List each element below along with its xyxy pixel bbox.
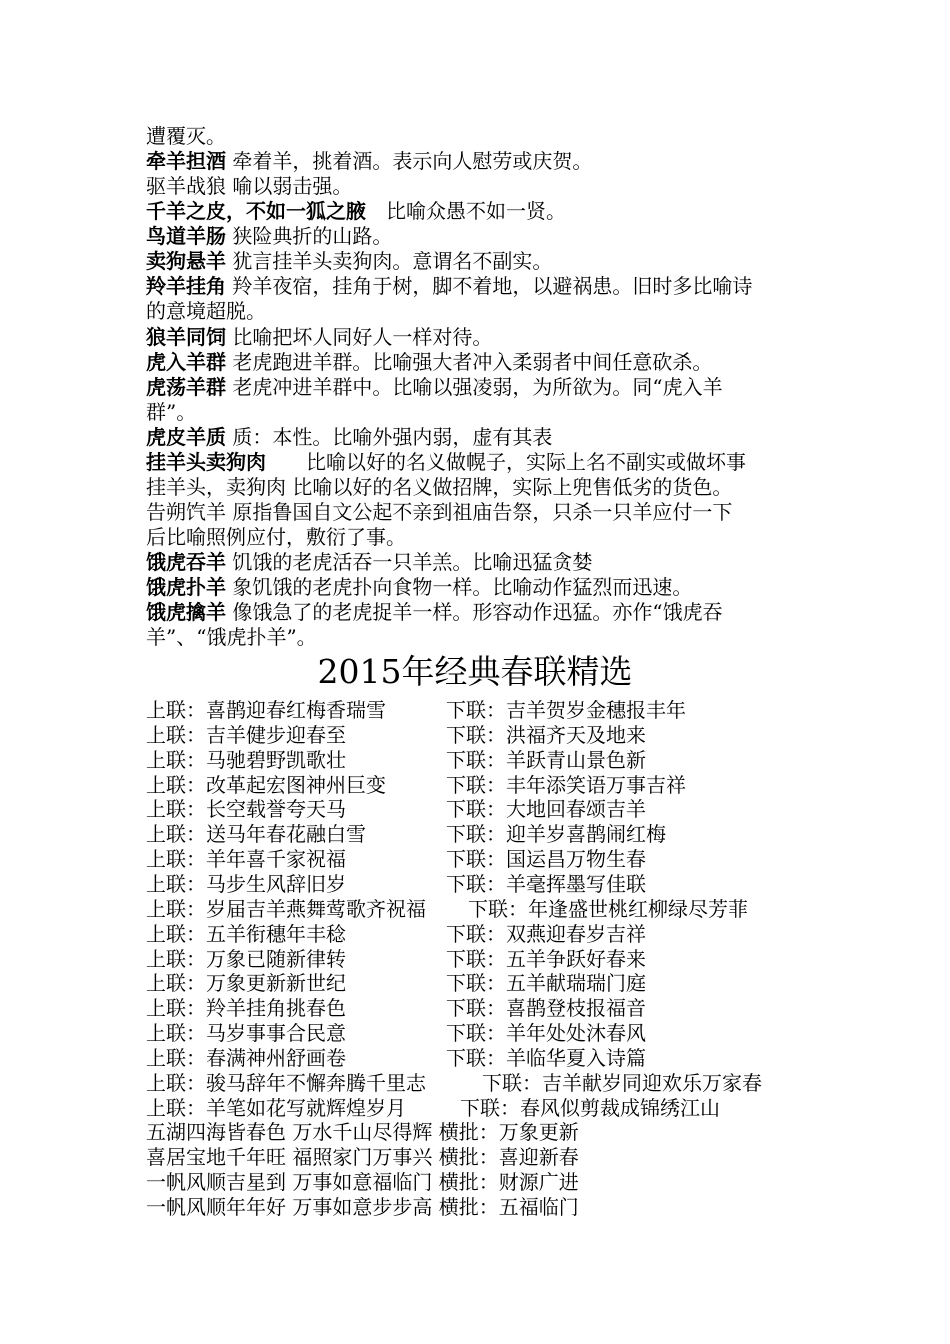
couplet-row [146, 748, 826, 773]
idiom-definition: 后比喻照例应付，敷衍了事。 [146, 525, 406, 549]
idiom-line [146, 375, 816, 400]
lower-line: 下联：吉羊献岁同迎欢乐万家春 [482, 1070, 762, 1095]
idiom-line [146, 550, 816, 575]
idiom-definition: 比喻众愚不如一贤。 [366, 199, 566, 223]
idiom-line [146, 500, 816, 525]
upper-line: 上联：吉羊健步迎春至 [146, 722, 346, 747]
lower-line: 下联：春风似剪裁成锦绣江山 [460, 1095, 720, 1120]
idiom-line [146, 274, 816, 299]
upper-line: 上联：万象更新新世纪 [146, 971, 346, 996]
lower-line: 下联：五羊献瑞瑞门庭 [446, 971, 646, 996]
idiom-line [146, 525, 816, 550]
couplet-row [146, 847, 826, 872]
lower-line: 下联：国运昌万物生春 [446, 847, 646, 872]
upper-line: 上联：马步生风辞旧岁 [146, 871, 346, 896]
couplet-row [146, 1096, 826, 1121]
idiom-definition: 犹言挂羊头卖狗肉。意谓名不副实。 [226, 249, 553, 273]
idiom-definition: 饥饿的老虎活吞一只羊羔。比喻迅猛贪婪 [226, 550, 593, 574]
idiom-definition: 质：本性。比喻外强内弱，虚有其表 [226, 425, 553, 449]
idiom-definition: 老虎跑进羊群。比喻强大者冲入柔弱者中间任意砍杀。 [226, 350, 713, 374]
idiom-term: 挂羊头卖狗肉 [146, 450, 266, 474]
idiom-term: 虎皮羊质 [146, 425, 226, 449]
couplet-with-banner: 一帆风顺年年好 万事如意步步高 横批：五福临门 [146, 1195, 579, 1219]
section-title: 2015年经典春联精选 [317, 652, 633, 691]
idiom-term: 虎荡羊群 [146, 375, 226, 399]
upper-line: 上联：羊笔如花写就辉煌岁月 [146, 1095, 406, 1120]
idiom-term: 饿虎擒羊 [146, 600, 226, 624]
couplet-row [146, 1021, 826, 1046]
idiom-line [146, 475, 816, 500]
idiom-line [146, 325, 816, 350]
couplet-row [146, 971, 826, 996]
couplet-with-banner: 喜居宝地千年旺 福照家门万事兴 横批：喜迎新春 [146, 1145, 579, 1170]
upper-line: 上联：五羊衔穗年丰稔 [146, 921, 346, 946]
idiom-definition: 羚羊夜宿，挂角于树，脚不着地，以避祸患。旧时多比喻诗 [226, 274, 753, 298]
idiom-definition: 比喻把坏人同好人一样对待。 [226, 325, 493, 349]
idiom-line [146, 149, 816, 174]
idiom-definition: 挂羊头，卖狗肉 比喻以好的名义做招牌，实际上兜售低劣的货色。 [146, 475, 733, 499]
idiom-definition: 告朔饩羊 原指鲁国自文公起不亲到祖庙告祭，只杀一只羊应付一下 [146, 500, 733, 524]
lower-line: 下联：迎羊岁喜鹊闹红梅 [446, 822, 666, 847]
idiom-line [146, 625, 816, 650]
lower-line: 下联：双燕迎春岁吉祥 [446, 921, 646, 946]
upper-line: 上联：马驰碧野凯歌壮 [146, 747, 346, 772]
idiom-definition: 群”。 [146, 400, 197, 424]
idiom-line [146, 350, 816, 375]
upper-line: 上联：送马年春花融白雪 [146, 822, 366, 847]
upper-line: 上联：万象已随新律转 [146, 946, 346, 971]
idiom-term: 卖狗悬羊 [146, 249, 226, 273]
idiom-definition: 的意境超脱。 [146, 299, 266, 323]
couplet-row [146, 822, 826, 847]
upper-line: 上联：春满神州舒画卷 [146, 1045, 346, 1070]
couplet-row [146, 947, 826, 972]
lower-line: 下联：喜鹊登枝报福音 [446, 996, 646, 1021]
couplet-row [146, 723, 826, 748]
idiom-line [146, 450, 816, 475]
upper-line: 上联：喜鹊迎春红梅香瑞雪 [146, 698, 386, 722]
lower-line: 下联：吉羊贺岁金穗报丰年 [446, 698, 686, 722]
lower-line: 下联：五羊争跃好春来 [446, 946, 646, 971]
idiom-definition: 驱羊战狼 喻以弱击强。 [146, 174, 353, 198]
idiom-definition: 象饥饿的老虎扑向食物一样。比喻动作猛烈而迅速。 [226, 575, 693, 599]
lower-line: 下联：洪福齐天及地来 [446, 722, 646, 747]
lower-line: 下联：丰年添笑语万事吉祥 [446, 772, 686, 797]
couplet-row [146, 897, 826, 922]
couplet-row [146, 922, 826, 947]
lower-line: 下联：羊临华夏入诗篇 [446, 1045, 646, 1070]
couplet-with-banner: 五湖四海皆春色 万水千山尽得辉 横批：万象更新 [146, 1120, 579, 1145]
idiom-line [146, 575, 816, 600]
idiom-definition: 遭覆灭。 [146, 124, 226, 148]
couplet-row [146, 1071, 826, 1096]
upper-line: 上联：羚羊挂角挑春色 [146, 996, 346, 1021]
upper-line: 上联：长空载誉夸天马 [146, 797, 346, 822]
idiom-line [146, 174, 816, 199]
upper-line: 上联：骏马辞年不懈奔腾千里志 [146, 1070, 426, 1095]
lower-line: 下联：年逢盛世桃红柳绿尽芳菲 [468, 896, 748, 921]
idiom-term: 虎入羊群 [146, 350, 226, 374]
couplet-row [146, 996, 826, 1021]
idiom-term: 牵羊担酒 [146, 149, 226, 173]
idiom-definition: 比喻以好的名义做幌子，实际上名不副实或做坏事 [266, 450, 746, 474]
couplet-row [146, 773, 826, 798]
lower-line: 下联：羊年处处沐春风 [446, 1021, 646, 1046]
upper-line: 上联：羊年喜千家祝福 [146, 847, 346, 872]
couplet-row [146, 1046, 826, 1071]
idiom-term: 饿虎吞羊 [146, 550, 226, 574]
idiom-line [146, 299, 816, 324]
lower-line: 下联：羊跃青山景色新 [446, 747, 646, 772]
idiom-line [146, 199, 816, 224]
idiom-term: 千羊之皮，不如一狐之腋 [146, 199, 366, 223]
idiom-definition: 牵着羊，挑着酒。表示向人慰劳或庆贺。 [226, 149, 593, 173]
lower-line: 下联：羊毫挥墨写佳联 [446, 871, 646, 896]
idiom-line [146, 600, 816, 625]
idiom-definition: 老虎冲进羊群中。比喻以强凌弱，为所欲为。同“虎入羊 [226, 375, 723, 399]
upper-line: 上联：改革起宏图神州巨变 [146, 772, 386, 797]
idiom-definition: 羊”、“饿虎扑羊”。 [146, 625, 317, 649]
idiom-line [146, 249, 816, 274]
upper-line: 上联：马岁事事合民意 [146, 1021, 346, 1046]
idiom-line [146, 400, 816, 425]
idiom-definition: 像饿急了的老虎捉羊一样。形容动作迅猛。亦作“饿虎吞 [226, 600, 723, 624]
couplet-with-banner: 一帆风顺吉星到 万事如意福临门 横批：财源广进 [146, 1170, 579, 1195]
idiom-line [146, 425, 816, 450]
couplet-row [146, 698, 826, 723]
idiom-definition: 狭险典折的山路。 [226, 224, 393, 248]
couplet-row [146, 872, 826, 897]
upper-line: 上联：岁届吉羊燕舞莺歌齐祝福 [146, 896, 426, 921]
couplet-row [146, 797, 826, 822]
idiom-term: 饿虎扑羊 [146, 575, 226, 599]
idiom-term: 羚羊挂角 [146, 274, 226, 298]
idiom-term: 鸟道羊肠 [146, 224, 226, 248]
lower-line: 下联：大地回春颂吉羊 [446, 797, 646, 822]
idiom-line [146, 124, 816, 149]
idiom-term: 狼羊同饲 [146, 325, 226, 349]
idiom-line [146, 224, 816, 249]
